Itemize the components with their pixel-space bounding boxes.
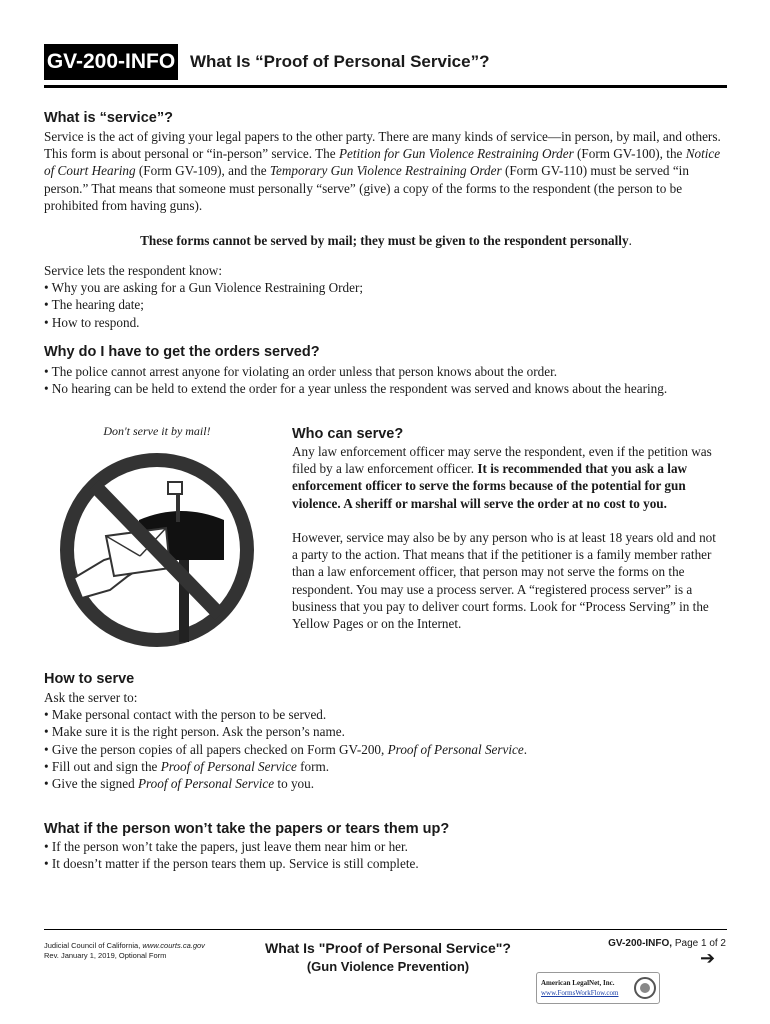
heading-refuse-papers: What if the person won’t take the papers or tears them up?	[44, 821, 450, 837]
list-item: • It doesn’t matter if the person tears them up. Service is still complete.	[44, 856, 419, 872]
form-id-badge: GV-200-INFO	[44, 44, 178, 80]
illustration-caption: Don't serve it by mail!	[103, 424, 211, 438]
list-item: • Fill out and sign the Proof of Personal Service form.	[44, 758, 330, 774]
footer-rule	[44, 929, 727, 930]
legalnet-logo-icon	[633, 976, 657, 1000]
heading-who-can-serve: Who can serve?	[292, 426, 404, 442]
footer-subtitle: (Gun Violence Prevention)	[306, 959, 470, 974]
legalnet-badge[interactable]	[536, 972, 660, 1004]
list-item: • If the person won’t take the papers, just leave them near him or her.	[44, 839, 408, 854]
list-item: • No hearing can be held to extend the order for a year unless the respondent was served and knows about the hearing.	[44, 381, 668, 397]
lets-know-list: Service lets the respondent know: • Why you are asking for a Gun Violence Restraining Order; • The hearing date; • How to respond.	[44, 262, 728, 331]
service-paragraph: Service is the act of giving your legal papers to the other party. There are many kinds of service—in person, by mail, and others. This form is about personal or “in-person” service. The Petition for Gun Violence Restraining Order (Form GV-100), the Notice of Court Hearing (Form GV-109), and the Temporary Gun Violence Restraining Order (Form GV-110) must be served “in person.” That means that someone must personally “serve” (give) a copy of the forms to the respondent (the person to be prohibited from having guns).	[44, 129, 721, 213]
next-page-arrow-icon[interactable]: ➔	[700, 948, 716, 968]
legalnet-name: American LegalNet, Inc.	[541, 979, 615, 987]
page-title: What Is “Proof of Personal Service”?	[190, 52, 490, 71]
heading-how-to-serve: How to serve	[44, 671, 135, 687]
why-list	[44, 363, 728, 397]
list-item: • Why you are asking for a Gun Violence Restraining Order;	[44, 280, 364, 296]
no-mail-illustration	[44, 418, 270, 650]
list-item: • The police cannot arrest anyone for violating an order unless that person knows about the order.	[44, 364, 558, 379]
list-item: • The hearing date;	[44, 297, 144, 313]
footer-page-info: GV-200-INFO, Page 1 of 2	[608, 938, 726, 949]
header-rule	[44, 85, 727, 88]
who-paragraph-2: However, service may also be by any person who is at least 18 years old and not a party to the action. That means that if the petitioner is a family member rather than a law enforcement officer, that person may not serve the forms on the respondent. You may use a process server. A “registered process server” is a business that you pay to deliver court forms. Look for “Process Serving” in the Yellow Pages or on the Internet.	[292, 530, 716, 632]
list-item: • How to respond.	[44, 314, 140, 330]
heading-what-is-service: What is “service”?	[44, 110, 173, 126]
list-item: • Make sure it is the right person. Ask the person’s name.	[44, 724, 345, 740]
list-item: • Make personal contact with the person to be served.	[44, 707, 327, 723]
heading-why-served: Why do I have to get the orders served?	[44, 344, 320, 360]
legalnet-url[interactable]: www.FormsWorkFlow.com	[541, 989, 619, 997]
how-list: Ask the server to: • Make personal contact with the person to be served. • Make sure it is the right person. Ask the person’s name. • Give the person copies of all papers checked on Form GV-200, Proof of Personal Service. • Fill out and sign the Proof of Personal Service form. • Give the signed Proof of Personal Service to you.	[44, 689, 728, 792]
footer-title: What Is "Proof of Personal Service"?	[265, 940, 511, 956]
no-mailbox-svg	[44, 440, 270, 650]
not-by-mail-notice: These forms cannot be served by mail; they must be given to the respondent personally.	[140, 233, 632, 248]
mailbox-flag	[168, 482, 182, 494]
list-item: • Give the person copies of all papers checked on Form GV-200, Proof of Personal Service.	[44, 741, 528, 757]
footer-council: Judicial Council of California, www.courts.ca.gov Rev. January 1, 2019, Optional Form	[44, 941, 205, 960]
mailbox-post	[179, 550, 189, 642]
list-item: • Give the signed Proof of Personal Service to you.	[44, 776, 315, 792]
who-paragraph-1: Any law enforcement officer may serve the respondent, even if the petition was filed by a law enforcement officer. It is recommended that you ask a law enforcement officer to serve the forms because of the potential for gun violence. A sheriff or marshal will serve the order at no cost to you.	[292, 444, 712, 511]
refuse-list	[44, 838, 728, 872]
